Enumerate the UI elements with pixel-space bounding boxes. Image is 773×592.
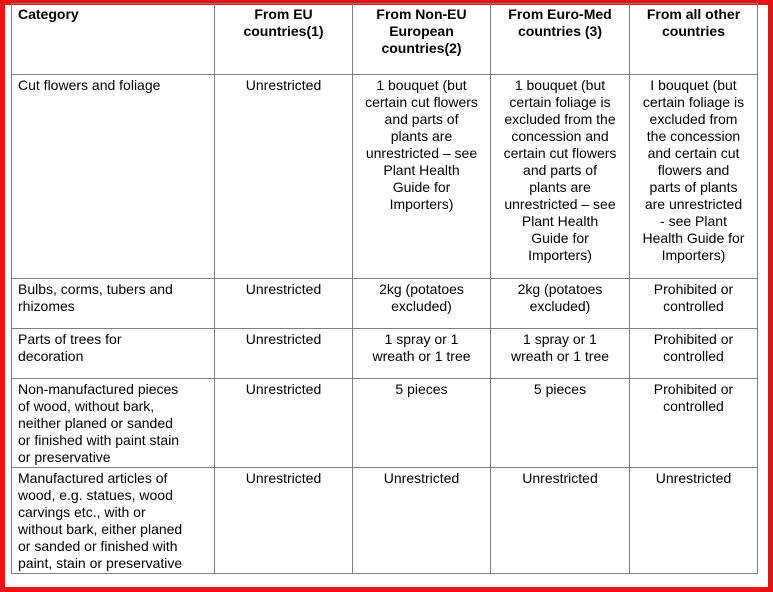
cell-non-eu-european: 5 pieces <box>353 379 491 468</box>
cell-other: Prohibited or controlled <box>630 329 758 379</box>
header-eu: From EU countries(1) <box>215 4 353 75</box>
table-row <box>12 329 758 379</box>
cell-non-eu-european: 1 spray or 1 wreath or 1 tree <box>353 329 491 379</box>
cell-category: Cut flowers and foliage <box>12 75 215 279</box>
header-category: Category <box>12 4 215 75</box>
cell-category: Parts of trees for decoration <box>12 329 215 379</box>
cell-category: Bulbs, corms, tubers and rhizomes <box>12 279 215 329</box>
cell-euro-med: 5 pieces <box>491 379 630 468</box>
header-euro-med: From Euro-Med countries (3) <box>491 4 630 75</box>
cell-euro-med: 1 bouquet (but certain foliage is excluded from the concession and certain cut flowers and parts of plants are unrestricted – see Plant Health Guide for Importers) <box>491 75 630 279</box>
header-row <box>12 4 758 75</box>
cell-euro-med: Unrestricted <box>491 468 630 574</box>
header-other: From all other countries <box>630 4 758 75</box>
cell-non-eu-european: 1 bouquet (but certain cut flowers and parts of plants are unrestricted – see Plant Health Guide for Importers) <box>353 75 491 279</box>
cell-euro-med: 2kg (potatoes excluded) <box>491 279 630 329</box>
cell-euro-med: 1 spray or 1 wreath or 1 tree <box>491 329 630 379</box>
header-non-eu-european: From Non-EU European countries(2) <box>353 4 491 75</box>
cell-category: Non-manufactured pieces of wood, without bark, neither planed or sanded or finished with paint stain or preservative <box>12 379 215 468</box>
cell-other: I bouquet (but certain foliage is excluded from the concession and certain cut flowers and parts of plants are unrestricted - see Plant Health Guide for Importers) <box>630 75 758 279</box>
cell-eu: Unrestricted <box>215 75 353 279</box>
cell-eu: Unrestricted <box>215 468 353 574</box>
import-allowance-table <box>11 3 758 574</box>
cell-eu: Unrestricted <box>215 279 353 329</box>
cell-non-eu-european: Unrestricted <box>353 468 491 574</box>
table-row <box>12 468 758 574</box>
cell-other: Unrestricted <box>630 468 758 574</box>
cell-non-eu-european: 2kg (potatoes excluded) <box>353 279 491 329</box>
cell-eu: Unrestricted <box>215 329 353 379</box>
cell-other: Prohibited or controlled <box>630 379 758 468</box>
cell-other: Prohibited or controlled <box>630 279 758 329</box>
table-row <box>12 75 758 279</box>
table-row <box>12 279 758 329</box>
cell-category: Manufactured articles of wood, e.g. statues, wood carvings etc., with or without bark, either planed or sanded or finished with paint, stain or preservative <box>12 468 215 574</box>
table-row <box>12 379 758 468</box>
cell-eu: Unrestricted <box>215 379 353 468</box>
